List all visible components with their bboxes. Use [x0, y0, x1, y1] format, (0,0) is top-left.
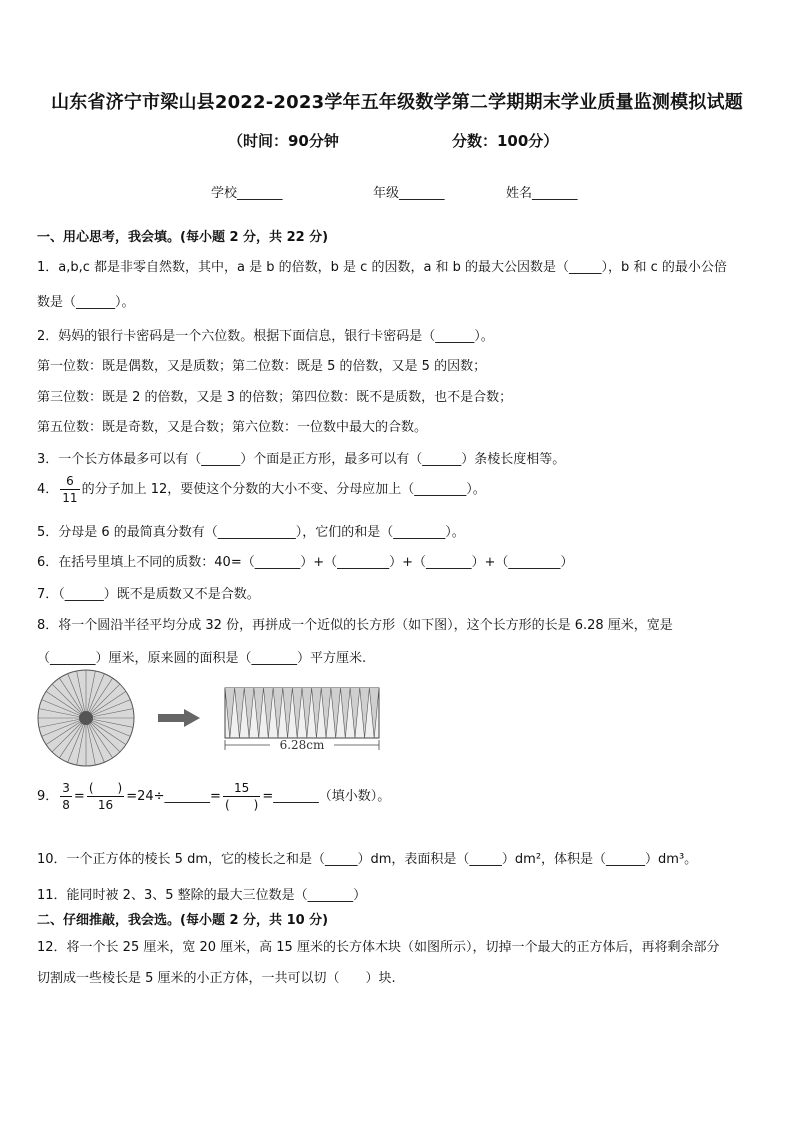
- question-1-line-2: 数是（______）。: [37, 295, 135, 310]
- fraction-6-11: [60, 473, 79, 506]
- question-12-line-2: 切割成一些棱长是 5 厘米的小正方体，一共可以切（ ）块.: [37, 971, 396, 986]
- fraction-blank-16: [87, 780, 124, 813]
- question-9: [37, 780, 390, 813]
- question-8-line-1: 8．将一个圆沿半径平均分成 32 份，再拼成一个近似的长方形（如下图），这个长方形的长是 6.28 厘米，宽是: [37, 618, 673, 633]
- school-field: 学校_______: [211, 186, 283, 201]
- section-1-heading: 一、用心思考，我会填。(每小题 2 分，共 22 分): [37, 230, 329, 245]
- question-4-number: 4．: [37, 482, 59, 497]
- fraction-denominator: 8: [62, 798, 70, 812]
- question-4: [37, 473, 486, 506]
- question-4-text: 的分子加上 12，要使这个分数的大小不变、分母应加上（________）。: [81, 482, 486, 497]
- question-2-line-3: 第三位数：既是 2 的倍数，又是 3 的倍数；第四位数：既不是质数，也不是合数；: [37, 390, 513, 405]
- fraction-15-blank: [223, 780, 260, 813]
- fraction-numerator: ( ): [88, 781, 123, 795]
- fraction-numerator: 6: [60, 473, 79, 490]
- question-8-line-2: （_______）厘米，原来圆的面积是（_______）平方厘米.: [37, 651, 367, 666]
- exam-time: （时间：90分钟: [228, 132, 339, 150]
- rectangle-strips-image: [225, 688, 379, 752]
- fraction-3-8: [60, 780, 72, 813]
- question-1-line-1: 1．a,b,c 都是非零自然数，其中，a 是 b 的倍数，b 是 c 的因数，a 和 b 的最大公因数是（_____），b 和 c 的最小公倍: [37, 260, 727, 275]
- equals-sign: =: [73, 789, 85, 804]
- question-2-line-2: 第一位数：既是偶数，又是质数；第二位数：既是 5 的倍数，又是 5 的因数；: [37, 359, 487, 374]
- question-8-figure: [30, 668, 390, 768]
- question-11: 11．能同时被 2、3、5 整除的最大三位数是（_______）: [37, 888, 367, 903]
- length-label: 6.28cm: [279, 738, 325, 752]
- decimal-blank: =_______（填小数）。: [262, 789, 391, 804]
- question-2-line-1: 2．妈妈的银行卡密码是一个六位数。根据下面信息，银行卡密码是（______）。: [37, 329, 494, 344]
- section-2-heading: 二、仔细推敲，我会选。(每小题 2 分，共 10 分): [37, 913, 329, 928]
- exam-score: 分数：100分）: [452, 132, 559, 150]
- fraction-numerator: 15: [223, 780, 260, 797]
- question-9-number: 9．: [37, 789, 59, 804]
- page-title: 山东省济宁市梁山县2022-2023学年五年级数学第二学期期末学业质量监测模拟试题: [51, 92, 743, 113]
- name-field: 姓名_______: [506, 186, 578, 201]
- fraction-denominator: 16: [97, 798, 114, 812]
- arrow-icon: [158, 709, 200, 727]
- question-2-line-4: 第五位数：既是奇数，又是合数；第六位数：一位数中最大的合数。: [37, 420, 428, 435]
- question-12-line-1: 12．将一个长 25 厘米，宽 20 厘米，高 15 厘米的长方体木块（如图所示），切掉一个最大的正方体后，再将剩余部分: [37, 940, 720, 955]
- question-5: 5．分母是 6 的最简真分数有（____________），它们的和是（________）。: [37, 525, 465, 540]
- question-6: 6．在括号里填上不同的质数：40=（_______）+（________）+（_______）+（________）: [37, 555, 574, 570]
- question-3: 3．一个长方体最多可以有（______）个面是正方形，最多可以有（______）条棱长度相等。: [37, 452, 566, 467]
- fraction-numerator: 3: [62, 781, 70, 795]
- divided-circle-image: [38, 670, 134, 766]
- grade-field: 年级_______: [373, 186, 445, 201]
- question-7: 7．（______）既不是质数又不是合数。: [37, 587, 260, 602]
- division-blank: =24÷_______=: [126, 789, 221, 804]
- fraction-denominator: 11: [62, 491, 78, 505]
- fraction-denominator: ( ): [224, 798, 259, 812]
- question-10: 10．一个正方体的棱长 5 dm，它的棱长之和是（_____）dm，表面积是（_____）dm²，体积是（______）dm³。: [37, 852, 698, 867]
